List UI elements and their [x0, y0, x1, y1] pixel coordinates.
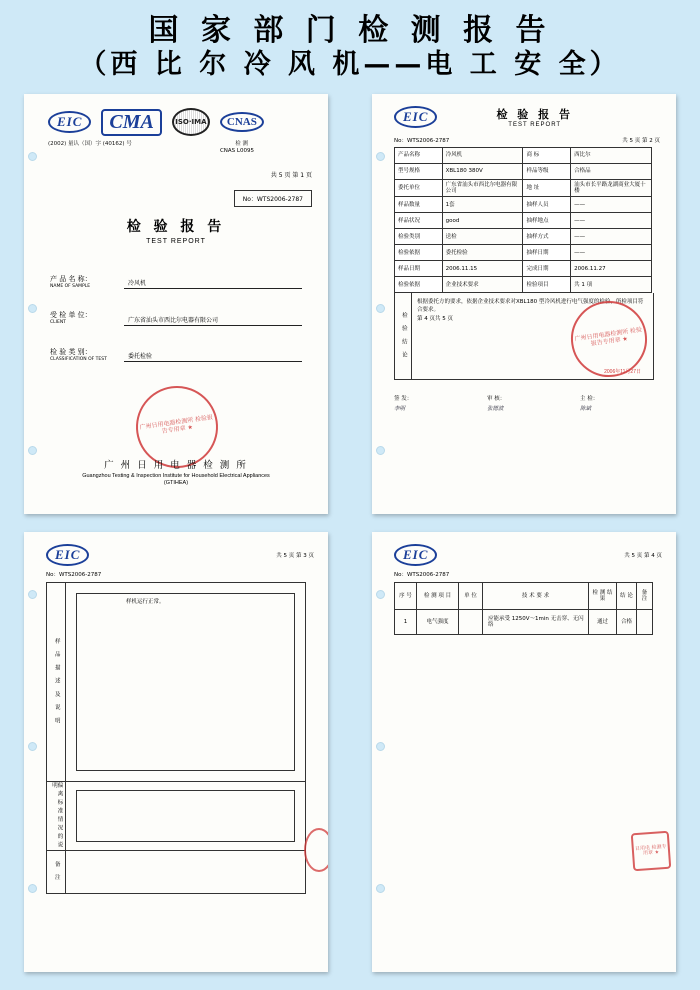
punch-hole — [376, 304, 385, 313]
cell-value: 2006.11.27 — [571, 261, 652, 277]
field-value: 委托检验 — [124, 351, 302, 362]
column-header-result: 检 测 结 果 — [589, 583, 617, 610]
field-label-cn: 检 验 类 别： — [50, 347, 92, 356]
institute-name-en: Guangzhou Testing & Inspection Institute for Household Electrical Appliances — [82, 473, 270, 479]
cell-key: 完成日期 — [523, 261, 571, 277]
section-label-deviation: 偏离标准情况的说明 — [47, 782, 65, 851]
cma-logo-icon: CMA — [101, 109, 161, 136]
signature-row-names — [394, 404, 660, 412]
cell-key: 样品状况 — [395, 213, 443, 229]
department-stamp — [631, 831, 672, 872]
cell-value: 企业技术要求 — [442, 277, 523, 293]
report-number: No：WTS2006-2787 — [394, 138, 450, 144]
signature-reviewer-name-wrap — [487, 404, 567, 412]
column-header-conclusion: 结 论 — [617, 583, 637, 610]
cell-value: good — [442, 213, 523, 229]
cell-key: 抽样地点 — [523, 213, 571, 229]
cell-conclusion: 合格 — [617, 610, 637, 635]
field-label-cn: 产 品 名 称： — [50, 275, 92, 283]
institute-abbr: (GTIHEA) — [163, 480, 189, 486]
cell-value: 2006.11.15 — [442, 261, 523, 277]
cell-result: 通过 — [589, 610, 617, 635]
report-title-en: TEST REPORT — [508, 122, 562, 128]
signature-label: 主 检： — [580, 396, 599, 403]
title-line-2: （西 比 尔 冷 风 机——电 工 安 全） — [79, 49, 621, 80]
report-number-box: No：WTS2006-2787 — [234, 190, 312, 207]
page3-header — [46, 544, 314, 566]
cell-item: 电气强度 — [417, 610, 459, 635]
field-sample-name — [50, 275, 302, 289]
section-note: 样机运行正常。 — [126, 599, 165, 605]
signature-reviewer — [487, 394, 567, 402]
cell-key: 检验依据 — [395, 245, 443, 261]
report-title-en: TEST REPORT — [146, 238, 206, 245]
punch-hole — [28, 590, 37, 599]
section-body-deviation — [66, 782, 305, 851]
official-stamp-text: 广州日用电器检测所 检验报告专用章 ★ — [139, 414, 214, 436]
eic-logo-icon: EIC — [394, 106, 437, 128]
eic-logo-icon: EIC — [46, 544, 89, 566]
column-header-item: 检 测 项 目 — [417, 583, 459, 610]
table-row — [395, 261, 652, 277]
cell-value: 汕头市长平路龙湖商业大厦十楼 — [571, 180, 652, 197]
section-body-sample-description — [66, 583, 305, 782]
cell-requirement: 应能承受 1250V～1min 无击穿、无闪络 — [483, 610, 589, 635]
punch-hole — [28, 304, 37, 313]
conclusion-label: 检 验 结 论 — [395, 293, 412, 379]
cell-key: 抽样方式 — [523, 229, 571, 245]
cell-value: —— — [571, 197, 652, 213]
cell-value: 共 1 项 — [571, 277, 652, 293]
page2-title — [437, 106, 632, 128]
cell-key: 检验依据 — [395, 277, 443, 293]
punch-hole — [376, 446, 385, 455]
cell-key: 产品名称 — [395, 148, 443, 164]
table-row — [395, 245, 652, 261]
punch-hole — [376, 742, 385, 751]
field-label — [50, 311, 124, 325]
conclusion-block — [394, 293, 654, 380]
cell-key: 抽样人员 — [523, 197, 571, 213]
section-inner-frame — [76, 790, 295, 842]
report-page-1[interactable] — [24, 94, 328, 514]
column-header-requirement: 技 术 要 求 — [483, 583, 589, 610]
section-bodies — [66, 583, 305, 893]
page4-header — [394, 544, 662, 566]
signature-row-labels — [394, 394, 660, 402]
table-row — [395, 229, 652, 245]
field-label-cn: 受 检 单 位： — [50, 311, 92, 320]
cell-value: 冷风机 — [442, 148, 523, 164]
cell-value: 1套 — [442, 197, 523, 213]
section-inner-frame — [76, 593, 295, 771]
punch-hole — [28, 446, 37, 455]
cell-key: 委托单位 — [395, 180, 443, 197]
cell-key: 检验项目 — [523, 277, 571, 293]
page1-header — [48, 108, 314, 170]
cell-key: 商 标 — [523, 148, 571, 164]
stamp-date: 2006年11月27日 — [604, 369, 641, 376]
page-label: 共 5 页 第 2 页 — [622, 138, 660, 144]
field-value: 冷风机 — [124, 278, 302, 289]
edge-stamp — [304, 828, 328, 872]
conclusion-text: 根据委托方的要求，依据企业技术要求对XBL180 型冷风机进行电气强度的检验，所检项目符合要求。 — [417, 299, 644, 314]
column-header-unit: 单 位 — [459, 583, 483, 610]
punch-hole — [28, 742, 37, 751]
field-label-en: NAME OF SAMPLE — [50, 283, 91, 289]
signature-tester — [580, 394, 660, 402]
title-line-1: 国 家 部 门 检 测 报 告 — [148, 13, 552, 48]
report-title-cn: 检 验 报 告 — [126, 219, 226, 235]
page2-meta — [394, 136, 660, 144]
report-page-4[interactable] — [372, 532, 676, 972]
cell-key: 型号规格 — [395, 164, 443, 180]
signature-tester-name-wrap — [580, 404, 660, 412]
cell-key: 抽样日期 — [523, 245, 571, 261]
section-label-sample-description: 样 品 描 述 及 说 明 — [47, 583, 65, 782]
conclusion-text-2: 第 4 页共 5 页 — [417, 315, 453, 322]
cell-key: 地 址 — [523, 180, 571, 197]
cell-value: 合格品 — [571, 164, 652, 180]
table-row — [395, 180, 652, 197]
field-value: 广东省汕头市西比尔电器有限公司 — [124, 315, 302, 326]
official-stamp-text: 广州日用电器检测所 检验报告专用章 ★ — [574, 326, 643, 348]
field-label-en: CLIENT — [50, 320, 66, 326]
report-title-cn: 检 验 报 告 — [496, 108, 573, 121]
report-page-2[interactable] — [372, 94, 676, 514]
report-number: No：WTS2006-2787 — [46, 572, 102, 578]
field-label — [50, 348, 124, 362]
section-body-remark — [66, 851, 305, 893]
institute-name-cn: 广 州 日 用 电 器 检 测 所 — [104, 460, 248, 471]
section-label-remark: 备 注 — [53, 861, 60, 883]
department-stamp-text: 日用电 检测专用章 ★ — [634, 843, 667, 857]
punch-hole — [376, 884, 385, 893]
cell-unit — [459, 610, 483, 635]
page3-sections — [46, 582, 306, 894]
cell-value: XBL180 380V — [442, 164, 523, 180]
cell-remark — [637, 610, 653, 635]
table-header-row — [395, 583, 653, 610]
cnas-caption-cn: 检 测 — [235, 141, 248, 147]
cell-key: 样品数量 — [395, 197, 443, 213]
signature-label: 签 发： — [394, 396, 413, 403]
field-test-class — [50, 348, 302, 362]
cell-value: —— — [571, 245, 652, 261]
cell-value: —— — [571, 213, 652, 229]
cnas-logo-icon: CNAS — [220, 112, 264, 132]
cell-key: 检验类别 — [395, 229, 443, 245]
page-title — [0, 0, 700, 82]
cnas-number: CNAS L0095 — [219, 148, 254, 154]
cma-caption: (2002) 量认（国）字 (40162) 号 — [48, 141, 132, 147]
report-info-table — [394, 147, 652, 293]
test-results-table — [394, 582, 653, 635]
page2-header — [394, 106, 662, 128]
logo-captions — [48, 139, 248, 147]
cell-value: 委托检验 — [442, 245, 523, 261]
eic-logo-icon: EIC — [394, 544, 437, 566]
cell-key: 样品日期 — [395, 261, 443, 277]
page1-footer — [24, 457, 328, 486]
iso-ima-logo-icon: ISO·IMA — [172, 108, 210, 136]
table-row — [395, 164, 652, 180]
table-row — [395, 148, 652, 164]
page-label: 共 5 页 第 4 页 — [624, 553, 662, 559]
cell-value: —— — [571, 229, 652, 245]
signature-label: 审 核： — [487, 396, 506, 403]
column-header-remark: 备 注 — [637, 583, 653, 610]
cell-index: 1 — [395, 610, 417, 635]
accreditation-logos — [48, 108, 314, 136]
report-page-3[interactable] — [24, 532, 328, 972]
signature-name: 李明 — [394, 406, 406, 413]
table-row — [395, 277, 652, 293]
signature-issuer-name-wrap — [394, 404, 474, 412]
punch-hole — [28, 152, 37, 161]
document-sheets — [0, 92, 700, 982]
table-row — [395, 197, 652, 213]
cell-key: 样品等级 — [523, 164, 571, 180]
field-client — [50, 311, 302, 325]
punch-hole — [28, 884, 37, 893]
table-row — [395, 213, 652, 229]
column-header-index: 序 号 — [395, 583, 417, 610]
page1-fields — [50, 275, 302, 362]
punch-hole — [376, 152, 385, 161]
punch-hole — [376, 590, 385, 599]
cell-value: 送检 — [442, 229, 523, 245]
signature-name: 陈斌 — [580, 406, 592, 413]
report-number: No：WTS2006-2787 — [394, 572, 450, 578]
cell-value: 西比尔 — [571, 148, 652, 164]
field-label — [50, 275, 124, 289]
page-label: 共 5 页 第 3 页 — [276, 553, 314, 559]
field-label-en: CLASSIFICATION OF TEST — [50, 356, 107, 362]
signature-issuer — [394, 394, 474, 402]
section-labels — [47, 583, 66, 893]
cell-value: 广东省汕头市西比尔电器有限公司 — [442, 180, 523, 197]
eic-logo-icon: EIC — [48, 111, 91, 133]
signature-name: 张德波 — [487, 406, 504, 413]
table-row — [395, 610, 653, 635]
page-label: 共 5 页 第 1 页 — [270, 172, 312, 179]
